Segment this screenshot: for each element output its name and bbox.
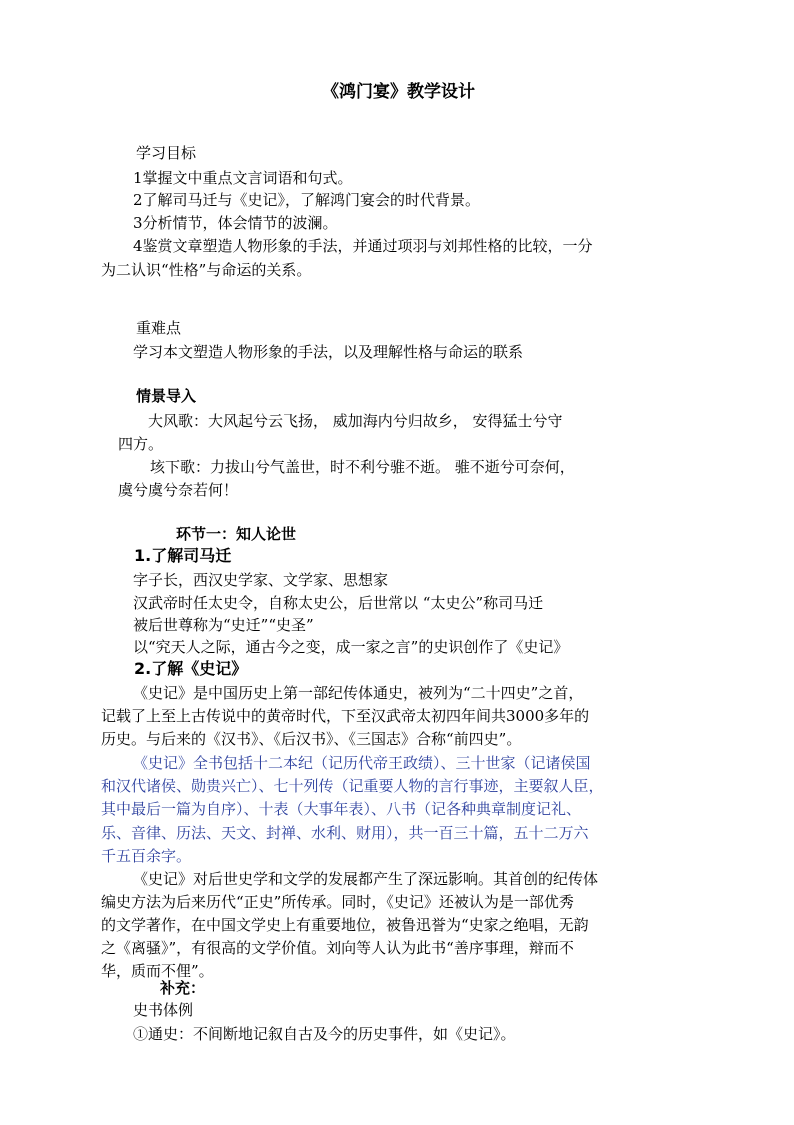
supplement-heading: 补充： [160, 979, 206, 997]
shiji-paragraph-line: 之《离骚》”，有很高的文学价值。刘向等人认为此书“善序事理，辩而不 [101, 939, 574, 957]
section1-heading: 环节一：知人论世 [176, 525, 297, 543]
objective-item: 2了解司马迁与《史记》，了解鸿门宴会的时代背景。 [133, 191, 481, 209]
shiji-paragraph-line: 和汉代诸侯、勋贵兴亡）、七十列传（记重要人物的言行事迹，主要叙人臣， [101, 777, 604, 795]
shiji-paragraph-line: 《史记》全书包括十二本纪（记历代帝王政绩）、三十世家（记诸侯国 [133, 754, 591, 772]
sub1-line: 字子长，西汉史学家、文学家、思想家 [133, 571, 389, 589]
objective-item: 3分析情节，体会情节的波澜。 [133, 214, 338, 232]
shiji-paragraph-line: 《史记》是中国历史上第一部纪传体通史，被列为“二十四史”之首， [133, 684, 584, 702]
sub1-heading: 1.了解司马迁 [134, 546, 232, 565]
objective-item-continued: 为二认识“性格”与命运的关系。 [101, 261, 312, 279]
poem-line: 大风歌：大风起兮云飞扬， 威加海内兮归故乡， 安得猛士兮守 [148, 412, 563, 430]
sub1-line: 以“究天人之际，通古今之变，成一家之言”的史识创作了《史记》 [133, 638, 569, 656]
supplement-label: 史书体例 [133, 1001, 194, 1019]
shiji-paragraph-line: 记载了上至上古传说中的黄帝时代，下至汉武帝太初四年间共3000多年的 [101, 707, 590, 725]
objective-item: 1掌握文中重点文言词语和句式。 [133, 169, 353, 187]
shiji-paragraph-line: 的文学著作，在中国文学史上有重要地位，被鲁迅誉为“史家之绝唱，无韵 [101, 916, 589, 934]
page-title: 《鸿门宴》教学设计 [322, 82, 475, 102]
poem-line: 虞兮虞兮奈若何！ [118, 481, 239, 499]
sub1-line: 汉武帝时任太史令，自称太史公，后世常以 “太史公”称司马迁 [133, 594, 544, 612]
intro-heading: 情景导入 [136, 387, 197, 405]
sub2-heading: 2.了解《史记》 [134, 659, 248, 678]
key-points-heading: 重难点 [136, 319, 182, 337]
poem-line: 垓下歌：力拔山兮气盖世，时不利兮骓不逝。 骓不逝兮可奈何， [150, 458, 575, 476]
key-points-text: 学习本文塑造人物形象的手法，以及理解性格与命运的联系 [133, 343, 524, 361]
sub1-line: 被后世尊称为“史迁”“史圣” [133, 616, 314, 634]
shiji-paragraph-line: 乐、音律、历法、天文、封禅、水利、财用），共一百三十篇，五十二万六 [101, 824, 589, 842]
shiji-paragraph-line: 编史方法为后来历代“正史”所传承。同时，《史记》还被认为是一部优秀 [101, 893, 574, 911]
objectives-heading: 学习目标 [136, 144, 197, 162]
shiji-paragraph-line: 历史。与后来的《汉书》、《后汉书》、《三国志》合称“前四史”。 [101, 730, 522, 748]
shiji-paragraph-line: 千五百余字。 [101, 847, 192, 865]
shiji-paragraph-line: 其中最后一篇为自序）、十表（大事年表）、八书（记各种典章制度记礼、 [101, 800, 582, 818]
shiji-paragraph-line: 华，质而不俚”。 [101, 962, 214, 980]
supplement-item: ①通史：不间断地记叙自古及今的历史事件，如《史记》。 [133, 1025, 516, 1043]
poem-line: 四方。 [118, 435, 164, 453]
objective-item: 4鉴赏文章塑造人物形象的手法，并通过项羽与刘邦性格的比较，一分 [133, 237, 593, 255]
shiji-paragraph-line: 《史记》对后世史学和文学的发展都产生了深远影响。其首创的纪传体 [133, 870, 599, 888]
